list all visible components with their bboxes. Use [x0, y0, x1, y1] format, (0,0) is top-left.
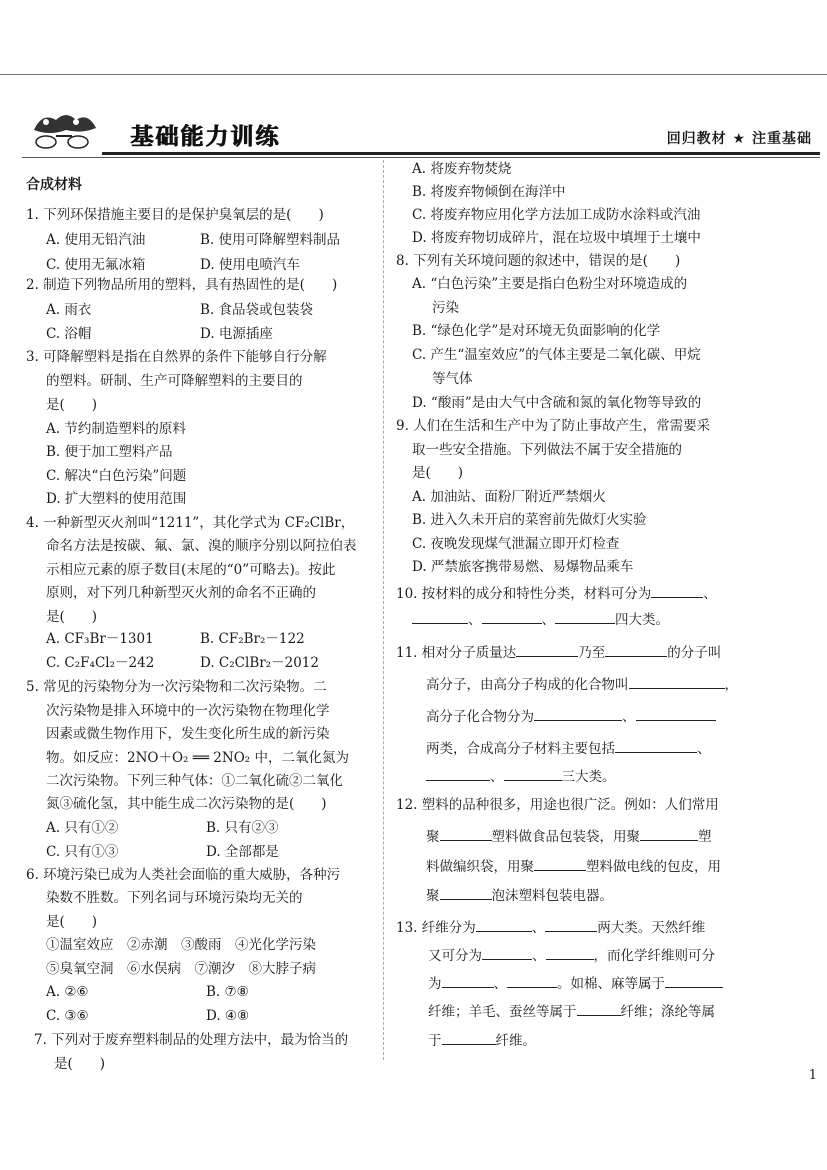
- question-3-stem-line2: 的塑料。研制、生产可降解塑料的主要目的: [46, 373, 303, 389]
- q1-option-a: A. 使用无铅汽油: [46, 232, 146, 248]
- question-2-stem: 2. 制造下列物品所用的塑料，具有热固性的是( ): [26, 277, 338, 293]
- question-6-stem-line1: 6. 环境污染已成为人类社会面临的重大威胁，各种污: [26, 867, 341, 883]
- q6-option-a: A. ②⑥: [46, 984, 89, 1000]
- q13-text: 两大类。天然纤维: [597, 920, 706, 936]
- q10-text: 10. 按材料的成分和特性分类，材料可分为: [396, 586, 652, 602]
- header-thin-rule: [22, 157, 820, 158]
- q2-option-b: B. 食品袋或包装袋: [200, 302, 314, 318]
- q11-text: 高分子化合物分为: [426, 709, 534, 725]
- question-7-stem-line2: 是( ): [54, 1056, 106, 1072]
- q13-sep: 、: [493, 976, 507, 992]
- section-header: [22, 104, 820, 154]
- q13-text: 为: [428, 976, 442, 992]
- question-13-line2: [428, 945, 715, 965]
- q5-option-c: C. 只有①③: [46, 844, 119, 860]
- q8-option-d: D. “酸雨”是由大气中含硫和氮的氧化物等导致的: [412, 395, 702, 411]
- answer-blank[interactable]: [440, 826, 492, 841]
- q10-sep: 、: [541, 612, 555, 628]
- q7-option-a: A. 将废弃物焚烧: [412, 161, 512, 177]
- answer-blank[interactable]: [555, 609, 615, 624]
- question-5-stem-line5: 二次污染物。下列三种气体：①二氧化硫②二氧化: [46, 773, 343, 789]
- q1-option-c: C. 使用无氟冰箱: [46, 257, 146, 273]
- question-6-terms-line2: ⑤臭氧空洞 ⑥水俣病 ⑦潮汐 ⑧大脖子病: [46, 961, 316, 977]
- answer-blank[interactable]: [426, 766, 490, 781]
- q13-text: 于: [428, 1033, 442, 1049]
- q11-text: 11. 相对分子质量达: [396, 645, 517, 661]
- answer-blank[interactable]: [605, 642, 667, 657]
- q11-text: 三大类。: [561, 769, 616, 785]
- q12-text: 聚: [426, 829, 440, 845]
- q2-option-c: C. 浴帽: [46, 326, 92, 342]
- q5-option-a: A. 只有①②: [46, 820, 119, 836]
- question-6-stem-line3: 是( ): [46, 914, 98, 930]
- question-11-line2: [426, 674, 738, 694]
- q10-sep: 、: [703, 586, 717, 602]
- q4-option-c: C. C₂F₄Cl₂－242: [46, 655, 155, 671]
- question-3-stem-line3: 是( ): [46, 397, 98, 413]
- question-4-stem-line1: 4. 一种新型灭火剂叫“1211”，其化学式为 CF₂ClBr，: [26, 515, 355, 531]
- answer-blank[interactable]: [534, 706, 622, 721]
- header-thick-rule: [102, 152, 820, 155]
- question-6-terms-line1: ①温室效应 ②赤潮 ③酸雨 ④光化学污染: [46, 937, 316, 953]
- question-12-line4: [426, 885, 613, 905]
- q3-option-b: B. 便于加工塑料产品: [46, 444, 173, 460]
- question-11-line1: [396, 642, 721, 662]
- q13-text: 又可分为: [428, 948, 482, 964]
- question-1-stem: 1. 下列环保措施主要目的是保护臭氧层的是( ): [26, 207, 324, 223]
- q3-option-a: A. 节约制造塑料的原料: [46, 421, 186, 437]
- question-13-line1: [396, 917, 705, 937]
- answer-blank[interactable]: [629, 674, 725, 689]
- q12-text: 塑料做食品包装袋，用聚: [491, 829, 640, 845]
- q7-option-b: B. 将废弃物倾倒在海洋中: [412, 184, 566, 200]
- question-9-stem-line3: 是( ): [412, 465, 464, 481]
- q12-text: 聚: [426, 888, 440, 904]
- question-3-stem-line1: 3. 可降解塑料是指在自然界的条件下能够自行分解: [26, 349, 327, 365]
- question-11-line4: [426, 738, 711, 758]
- q13-sep: 、: [531, 920, 546, 936]
- answer-blank[interactable]: [651, 583, 703, 598]
- top-border-line: [0, 74, 827, 75]
- q13-text: 。如棉、麻等属于: [557, 976, 665, 992]
- answer-blank[interactable]: [665, 973, 723, 988]
- answer-blank[interactable]: [507, 973, 557, 988]
- q1-option-d: D. 使用电喷汽车: [200, 257, 300, 273]
- q1-option-b: B. 使用可降解塑料制品: [200, 232, 341, 248]
- q13-text: 13. 纤维分为: [396, 920, 476, 936]
- question-12-line1: 12. 塑料的品种很多，用途也很广泛。例如：人们常用: [396, 797, 719, 813]
- question-13-line3: [428, 973, 723, 993]
- q9-option-a: A. 加油站、面粉厂附近严禁烟火: [412, 489, 606, 505]
- question-5-stem-line2: 次污染物是排入环境中的一次污染物在物理化学: [46, 703, 330, 719]
- q12-text: 料做编织袋，用聚: [426, 859, 534, 875]
- answer-blank[interactable]: [546, 945, 594, 960]
- q9-option-b: B. 进入久未开启的菜窖前先做灯火实验: [412, 512, 647, 528]
- q8-option-c-line2: 等气体: [432, 371, 473, 387]
- page-number: 1: [808, 1068, 817, 1083]
- q12-text: 塑: [698, 829, 712, 845]
- question-11-line3: [426, 706, 716, 726]
- question-9-stem-line1: 9. 人们在生活和生产中为了防止事故产生，常需要采: [396, 418, 711, 434]
- question-13-line5: [428, 1030, 536, 1050]
- q8-option-c-line1: C. 产生“温室效应”的气体主要是二氧化碳、甲烷: [412, 347, 701, 363]
- q7-option-c: C. 将废弃物应用化学方法加工成防水涂料或汽油: [412, 207, 701, 223]
- question-4-stem-line5: 是( ): [46, 609, 98, 625]
- q6-option-b: B. ⑦⑧: [206, 984, 249, 1000]
- question-13-line4: [428, 1001, 715, 1021]
- question-7-stem-line1: 7. 下列对于废弃塑料制品的处理方法中，最为恰当的: [34, 1032, 349, 1048]
- column-divider: [383, 160, 384, 1060]
- question-12-line2: [426, 826, 712, 846]
- q6-option-c: C. ③⑥: [46, 1008, 89, 1024]
- q3-option-d: D. 扩大塑料的使用范围: [46, 491, 187, 507]
- section-slogan: 回归教材 ★ 注重基础: [666, 131, 812, 147]
- q12-text: 泡沫塑料包装电器。: [491, 888, 613, 904]
- q4-option-b: B. CF₂Br₂－122: [200, 631, 305, 647]
- answer-blank[interactable]: [516, 642, 578, 657]
- q4-option-d: D. C₂ClBr₂－2012: [200, 655, 319, 671]
- question-11-line5: [426, 766, 616, 786]
- answer-blank[interactable]: [440, 885, 492, 900]
- answer-blank[interactable]: [442, 1030, 496, 1045]
- q8-option-a-line2: 污染: [432, 300, 459, 316]
- q5-option-d: D. 全部都是: [206, 844, 279, 860]
- q11-sep: 、: [622, 709, 636, 725]
- q5-option-b: B. 只有②③: [206, 820, 279, 836]
- topic-heading: 合成材料: [26, 177, 82, 193]
- q3-option-c: C. 解决“白色污染”问题: [46, 468, 187, 484]
- q8-option-b: B. “绿色化学”是对环境无负面影响的化学: [412, 323, 661, 339]
- q2-option-a: A. 雨衣: [46, 302, 92, 318]
- answer-blank[interactable]: [476, 917, 532, 932]
- q10-sep: 、: [468, 612, 482, 628]
- question-6-stem-line2: 染数不胜数。下列名词与环境污染均无关的: [46, 890, 303, 906]
- q13-text: ，而化学纤维则可分: [593, 948, 715, 964]
- q2-option-d: D. 电源插座: [200, 326, 273, 342]
- answer-blank[interactable]: [636, 706, 716, 721]
- q8-option-a-line1: A. “白色污染”主要是指白色粉尘对环境造成的: [412, 276, 688, 292]
- question-4-stem-line3: 示相应元素的原子数目(末尾的“0”可略去)。按此: [46, 562, 336, 578]
- section-title: 基础能力训练: [130, 124, 280, 150]
- question-5-stem-line4: 物。如反应：2NO＋O₂ ══ 2NO₂ 中，二氧化氮为: [46, 750, 349, 766]
- question-12-line3: [426, 856, 721, 876]
- answer-blank[interactable]: [482, 609, 542, 624]
- cartoon-logo-icon: [26, 108, 102, 150]
- q4-option-a: A. CF₃Br－1301: [46, 631, 154, 647]
- answer-blank[interactable]: [442, 973, 494, 988]
- q11-sep: 、: [697, 741, 711, 757]
- q9-option-c: C. 夜晚发现煤气泄漏立即开灯检查: [412, 536, 620, 552]
- question-4-stem-line2: 命名方法是按碳、氟、氯、溴的顺序分别以阿拉伯表: [46, 538, 357, 554]
- answer-blank[interactable]: [615, 738, 697, 753]
- answer-blank[interactable]: [577, 1001, 621, 1016]
- q13-sep: 、: [532, 948, 546, 964]
- answer-blank[interactable]: [545, 917, 597, 932]
- q11-text: 乃至: [578, 645, 606, 661]
- answer-blank[interactable]: [482, 945, 532, 960]
- q11-text: 两类，合成高分子材料主要包括: [426, 741, 615, 757]
- answer-blank[interactable]: [504, 766, 562, 781]
- question-8-stem: 8. 下列有关环境问题的叙述中，错误的是( ): [396, 253, 681, 269]
- q9-option-d: D. 严禁旅客携带易燃、易爆物品乘车: [412, 559, 634, 575]
- q12-text: 塑料做电线的包皮，用: [586, 859, 721, 875]
- question-10-line2: [412, 609, 669, 629]
- question-9-stem-line2: 取一些安全措施。下列做法不属于安全措施的: [412, 442, 682, 458]
- q6-option-d: D. ④⑧: [206, 1008, 250, 1024]
- answer-blank[interactable]: [412, 609, 468, 624]
- q11-text: 的分子叫: [667, 645, 722, 661]
- answer-blank[interactable]: [640, 826, 698, 841]
- question-5-stem-line1: 5. 常见的污染物分为一次污染物和二次污染物。二: [26, 679, 327, 695]
- q13-text: 纤维；涤纶等属: [620, 1004, 715, 1020]
- q10-text: 四大类。: [615, 612, 669, 628]
- question-10-line1: [396, 583, 717, 603]
- q11-text: 高分子，由高分子构成的化合物叫: [426, 677, 629, 693]
- q13-text: 纤维。: [495, 1033, 536, 1049]
- q11-sep: 、: [490, 769, 504, 785]
- question-5-stem-line6: 氮③硫化氢，其中能生成二次污染物的是( ): [46, 796, 327, 812]
- q7-option-d: D. 将废弃物切成碎片，混在垃圾中填埋于土壤中: [412, 230, 701, 246]
- question-5-stem-line3: 因素或微生物作用下，发生变化所生成的新污染: [46, 726, 330, 742]
- question-4-stem-line4: 原则，对下列几种新型灭火剂的命名不正确的: [46, 585, 316, 601]
- answer-blank[interactable]: [534, 856, 586, 871]
- q11-sep: ，: [724, 677, 738, 693]
- q13-text: 纤维；羊毛、蚕丝等属于: [428, 1004, 577, 1020]
